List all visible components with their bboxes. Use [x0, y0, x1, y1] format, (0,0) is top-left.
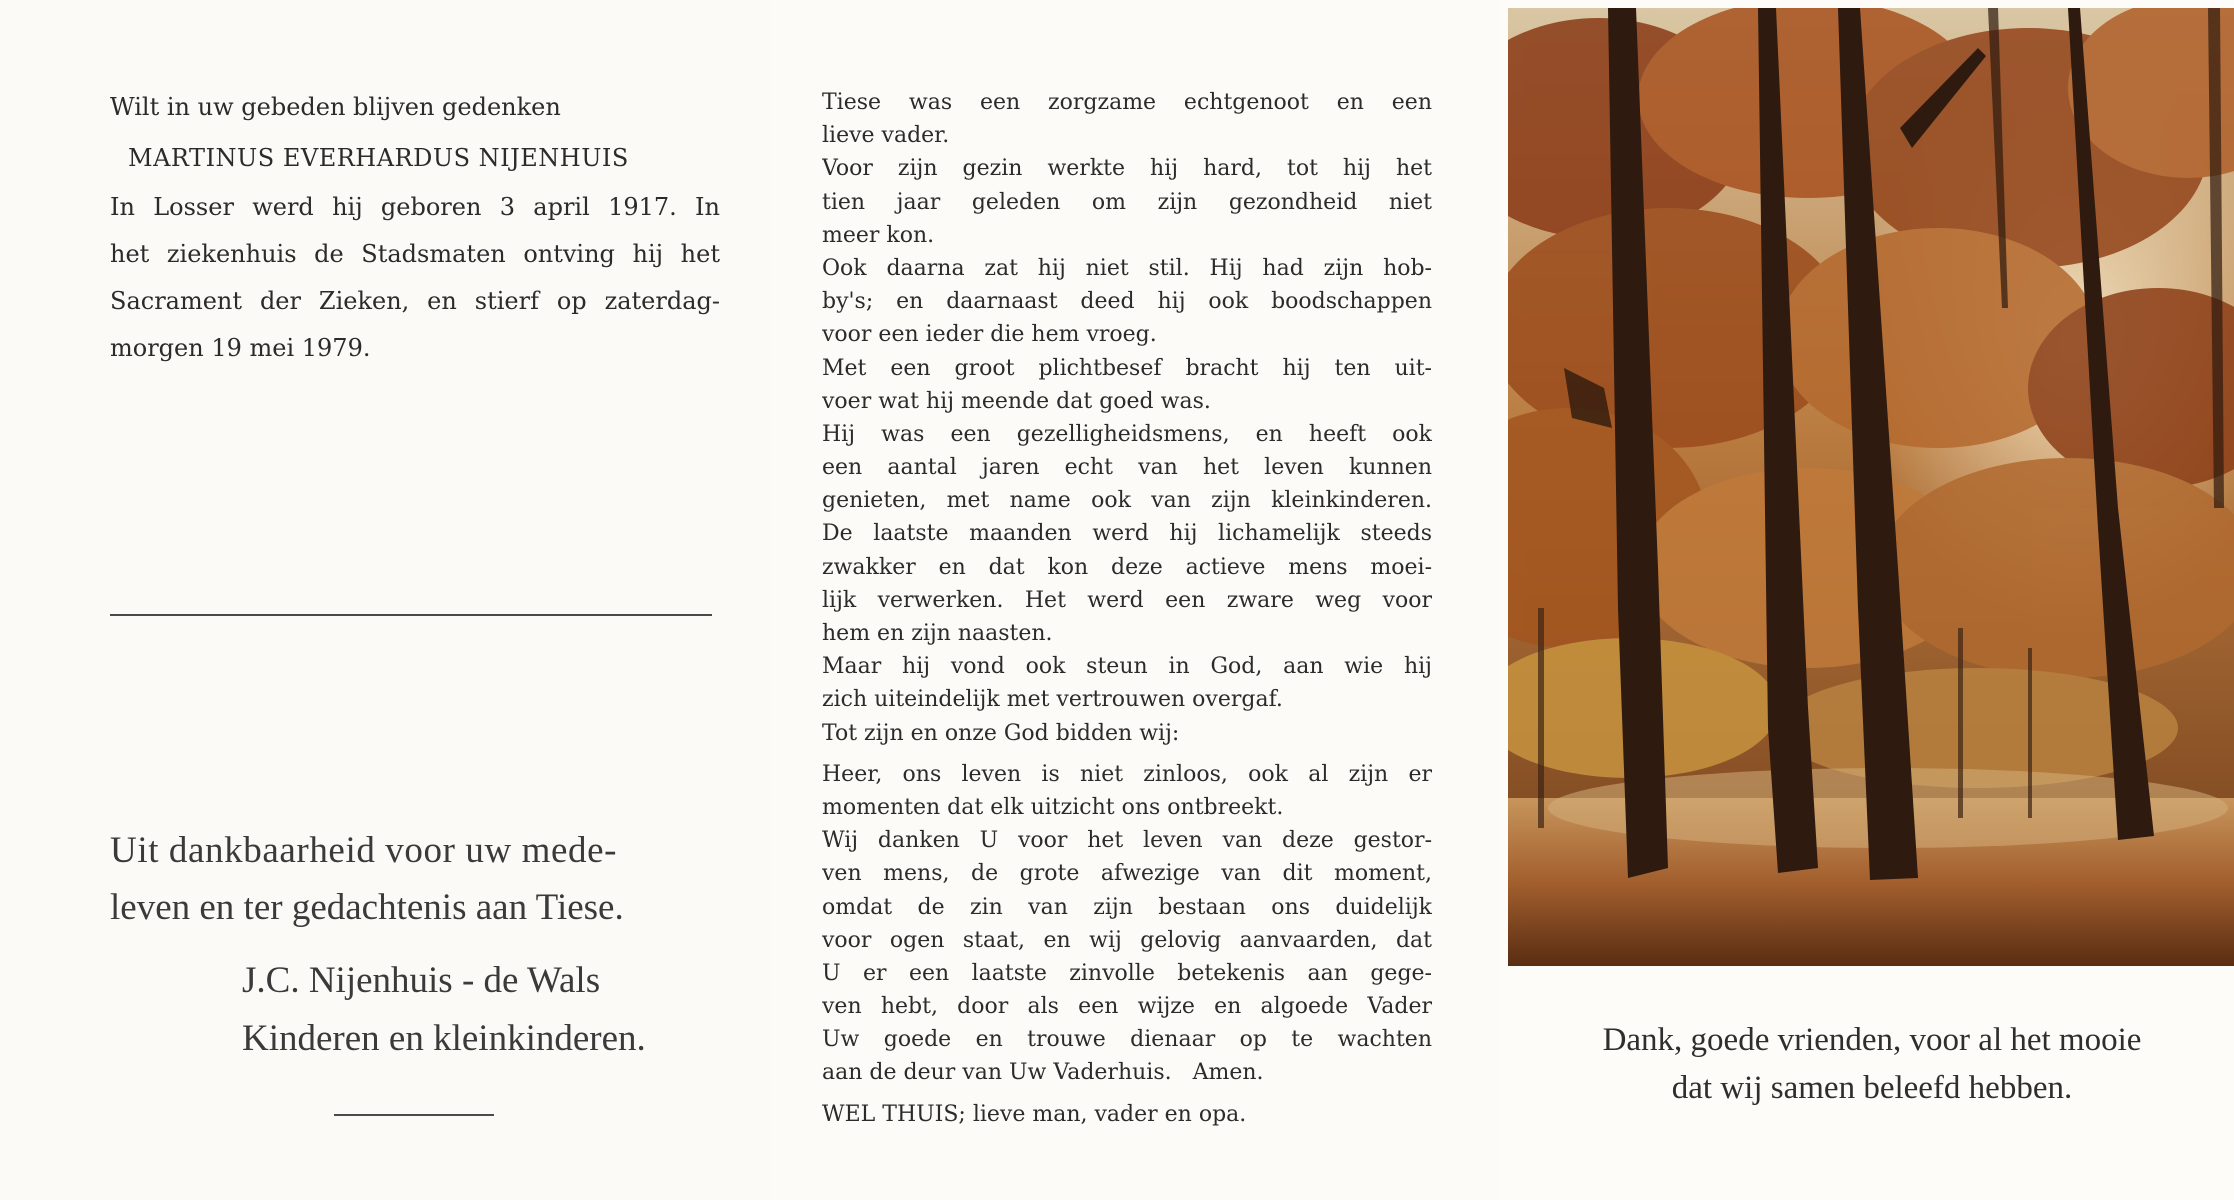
prayer-line: Uw goede en trouwe dienaar op te wachten [822, 1027, 1432, 1053]
left-panel [0, 0, 770, 1200]
text-line: voor een ieder die hem vroeg. [822, 322, 1157, 348]
prayer-line: ven mens, de grote afwezige van dit moment, [822, 861, 1432, 887]
text-line: Voor zijn gezin werkte hij hard, tot hij het [822, 156, 1432, 182]
text-line: zwakker en dat kon deze actieve mens moei- [822, 554, 1432, 580]
text-line: Maar hij vond ook steun in God, aan wie hij [822, 654, 1432, 680]
short-divider-line [334, 1114, 494, 1116]
prayer-line: voor ogen staat, en wij gelovig aanvaarden, dat [822, 927, 1432, 953]
prayer-line: aan de deur van Uw Vaderhuis. Amen. [822, 1060, 1264, 1086]
deceased-name: MARTINUS EVERHARDUS NIJENHUIS [128, 144, 629, 172]
text-line: meer kon. [822, 222, 935, 248]
thanks-line: Uit dankbaarheid voor uw mede- [110, 830, 618, 871]
text-line: voer wat hij meende dat goed was. [822, 388, 1211, 414]
prayer-line: momenten dat elk uitzicht ons ontbreekt. [822, 794, 1284, 820]
intro-line: Wilt in uw gebeden blijven gedenken [110, 93, 561, 121]
prayer-line: Heer, ons leven is niet zinloos, ook al zijn er [822, 761, 1432, 787]
caption-line: Dank, goede vrienden, voor al het mooie [1602, 1022, 2142, 1058]
thanks-line: leven en ter gedachtenis aan Tiese. [110, 887, 624, 928]
text-line: lieve vader. [822, 123, 950, 149]
bio-line: Sacrament der Zieken, en stierf op zaterdag- [110, 287, 720, 315]
text-line: genieten, met name ook van zijn kleinkinderen. [822, 488, 1432, 514]
text-line: tien jaar geleden om zijn gezondheid niet [822, 189, 1432, 215]
text-line: Tot zijn en onze God bidden wij: [822, 720, 1180, 746]
bio-line: het ziekenhuis de Stadsmaten ontving hij het [110, 240, 720, 268]
text-line: Tiese was een zorgzame echtgenoot en een [822, 90, 1432, 115]
text-line: lijk verwerken. Het werd een zware weg voor [822, 587, 1432, 613]
text-line: Met een groot plichtbesef bracht hij ten uit- [822, 355, 1432, 381]
signatory-line: Kinderen en kleinkinderen. [242, 1018, 646, 1059]
memorial-text [822, 86, 1432, 1131]
divider-line [110, 614, 712, 616]
prayer-line: U er een laatste zinvolle betekenis aan gege- [822, 960, 1432, 986]
bio-line: In Losser werd hij geboren 3 april 1917. In [110, 193, 720, 221]
caption-line: dat wij samen beleefd hebben. [1671, 1070, 2073, 1106]
bio-line: morgen 19 mei 1979. [110, 334, 371, 362]
text-line: Ook daarna zat hij niet stil. Hij had zijn hob- [822, 255, 1432, 281]
autumn-forest-photo [1508, 8, 2234, 966]
signatory-line: J.C. Nijenhuis - de Wals [242, 960, 601, 1001]
prayer-line: Wij danken U voor het leven van deze gestor- [822, 828, 1432, 854]
text-line: De laatste maanden werd hij lichamelijk steeds [822, 521, 1432, 547]
prayer-line: ven hebt, door als een wijze en algoede Vader [822, 994, 1432, 1020]
closing-line: WEL THUIS; lieve man, vader en opa. [822, 1101, 1247, 1127]
prayer-line: omdat de zin van zijn bestaan ons duidelijk [822, 894, 1432, 920]
text-line: by's; en daarnaast deed hij ook boodschappen [822, 289, 1432, 315]
text-line: een aantal jaren echt van het leven kunnen [822, 455, 1432, 481]
text-line: Hij was een gezelligheidsmens, en heeft ook [822, 421, 1432, 447]
closing-caption [1510, 1016, 2234, 1112]
text-line: hem en zijn naasten. [822, 621, 1053, 646]
text-line: zich uiteindelijk met vertrouwen overgaf. [822, 687, 1283, 713]
